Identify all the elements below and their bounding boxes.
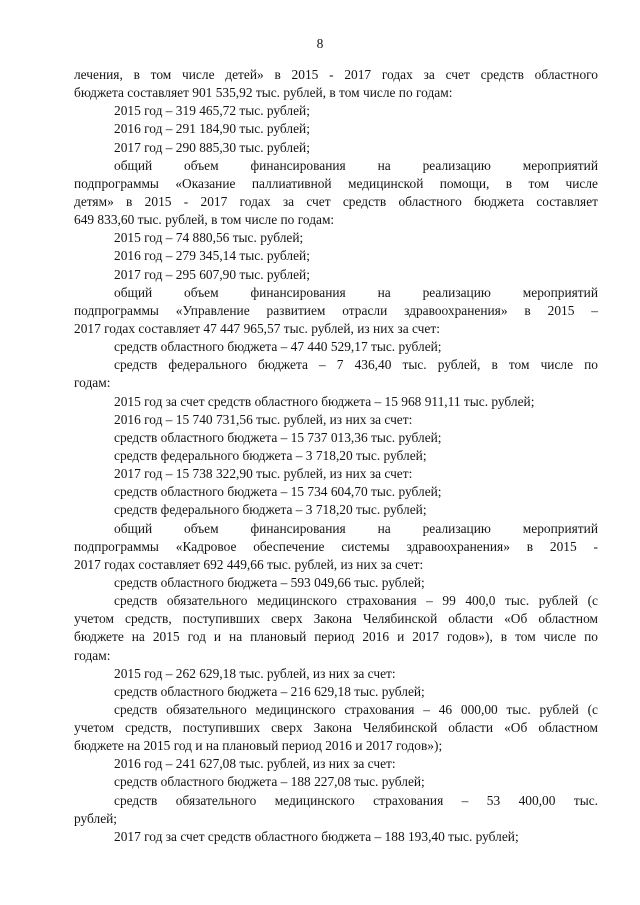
text-line: средств областного бюджета – 15 734 604,70 тыс. рублей; <box>114 484 442 500</box>
text-line: 649 833,60 тыс. рублей, в том числе по годам: <box>74 212 335 228</box>
text-line: подпрограммы «Оказание паллиативной медицинской помощи, в том числе <box>74 175 598 191</box>
text-line: средств областного бюджета – 47 440 529,17 тыс. рублей; <box>114 339 442 355</box>
text-line: 2017 годах составляет 47 447 965,57 тыс. рублей, из них за счет: <box>74 320 440 336</box>
text-line: рублей; <box>74 810 118 826</box>
text-line: 2017 год – 295 607,90 тыс. рублей; <box>114 266 310 282</box>
text-line: общий объем финансирования на реализацию мероприятий <box>114 157 598 173</box>
text-line: 2015 год – 74 880,56 тыс. рублей; <box>114 230 304 246</box>
text-line: годам: <box>74 647 111 663</box>
text-line: средств областного бюджета – 216 629,18 тыс. рублей; <box>114 683 425 699</box>
text-line: подпрограммы «Кадровое обеспечение системы здравоохранения» в 2015 - <box>74 538 598 554</box>
text-line: средств областного бюджета – 593 049,66 тыс. рублей; <box>114 574 425 590</box>
text-line: подпрограммы «Управление развитием отрасли здравоохранения» в 2015 – <box>74 302 598 318</box>
text-line: учетом средств, поступивших сверх Закона Челябинской области «Об областном <box>74 611 598 627</box>
text-line: 2015 год за счет средств областного бюджета – 15 968 911,11 тыс. рублей; <box>114 393 535 409</box>
text-line: 2015 год – 262 629,18 тыс. рублей, из них за счет: <box>114 665 396 681</box>
text-line: годам: <box>74 375 111 391</box>
text-line: бюджете на 2015 год и на плановый период 2016 и 2017 годов»), в том числе по <box>74 629 598 645</box>
text-line: 2015 год – 319 465,72 тыс. рублей; <box>114 103 310 119</box>
text-line: средств областного бюджета – 188 227,08 тыс. рублей; <box>114 774 425 790</box>
text-line: 2017 годах составляет 692 449,66 тыс. рублей, из них за счет: <box>74 556 424 572</box>
document-body <box>74 66 598 846</box>
text-line: 2016 год – 241 627,08 тыс. рублей, из них за счет: <box>114 756 396 772</box>
text-line: бюджете на 2015 год и на плановый период 2016 и 2017 годов»); <box>74 738 443 754</box>
text-line: 2016 год – 279 345,14 тыс. рублей; <box>114 248 310 264</box>
text-line: 2017 год за счет средств областного бюджета – 188 193,40 тыс. рублей; <box>114 828 519 844</box>
text-line: средств областного бюджета – 15 737 013,36 тыс. рублей; <box>114 429 442 445</box>
text-line: 2017 год – 290 885,30 тыс. рублей; <box>114 139 310 155</box>
text-line: средств обязательного медицинского страхования – 46 000,00 тыс. рублей (с <box>114 701 598 717</box>
text-line: детям» в 2015 - 2017 годах за счет средств областного бюджета составляет <box>74 193 598 209</box>
text-line: средств федерального бюджета – 3 718,20 тыс. рублей; <box>114 447 427 463</box>
text-line: лечения, в том числе детей» в 2015 - 2017 годах за счет средств областного <box>74 67 598 82</box>
text-line: общий объем финансирования на реализацию мероприятий <box>114 284 598 300</box>
text-line: 2016 год – 15 740 731,56 тыс. рублей, из них за счет: <box>114 411 413 427</box>
text-line: 2016 год – 291 184,90 тыс. рублей; <box>114 121 310 137</box>
page-number: 8 <box>316 36 324 51</box>
text-line: бюджета составляет 901 535,92 тыс. рублей, в том числе по годам: <box>74 85 453 101</box>
text-line: общий объем финансирования на реализацию мероприятий <box>114 520 598 536</box>
text-line: средств обязательного медицинского страхования – 53 400,00 тыс. <box>114 792 598 808</box>
text-line: средств обязательного медицинского страхования – 99 400,0 тыс. рублей (с <box>114 593 598 609</box>
text-line: учетом средств, поступивших сверх Закона Челябинской области «Об областном <box>74 720 598 736</box>
text-line: средств федерального бюджета – 7 436,40 тыс. рублей, в том числе по <box>114 357 598 373</box>
text-line: 2017 год – 15 738 322,90 тыс. рублей, из них за счет: <box>114 466 413 482</box>
text-line: средств федерального бюджета – 3 718,20 тыс. рублей; <box>114 502 427 518</box>
